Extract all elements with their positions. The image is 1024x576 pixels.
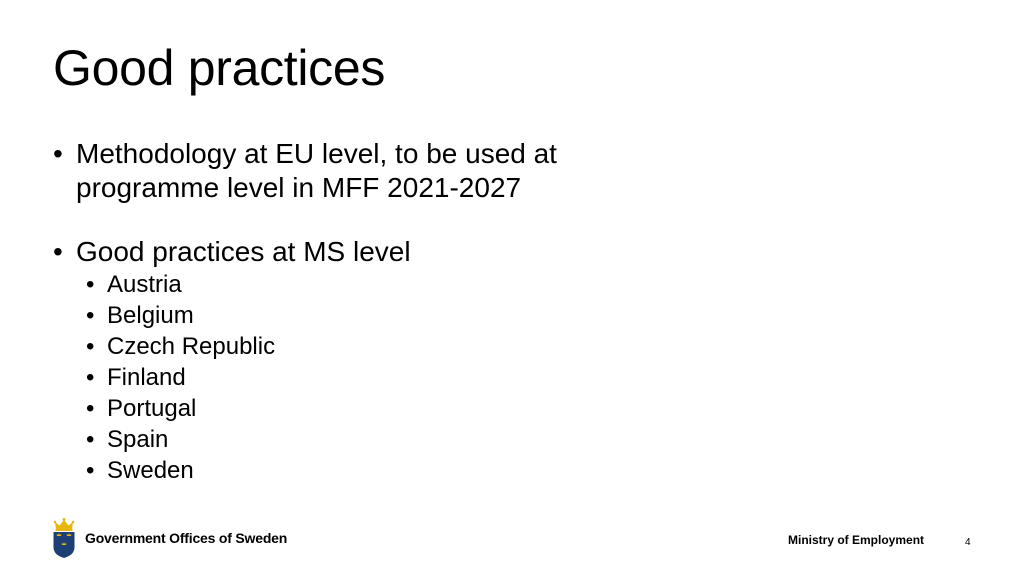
slide-title: Good practices [53, 40, 386, 96]
bullet-list [53, 137, 753, 486]
country-list [86, 269, 753, 486]
country-item: • Czech Republic [86, 331, 753, 362]
ministry-name: Ministry of Employment [788, 533, 925, 547]
country-item: • Spain [86, 424, 753, 455]
country-item: • Belgium [86, 300, 753, 331]
bullet-text: Methodology at EU level, to be used at programme level in MFF 2021-2027 [76, 138, 557, 203]
organization-name: Government Offices of Sweden [85, 530, 288, 546]
country-item: • Portugal [86, 393, 753, 424]
swedish-crest-icon [52, 517, 76, 559]
country-item: • Austria [86, 269, 753, 300]
footer-logo [52, 517, 287, 559]
page-number: 4 [965, 537, 971, 548]
country-item: • Finland [86, 362, 753, 393]
bullet-item-methodology [53, 137, 636, 205]
bullet-item-good-practices [53, 235, 753, 486]
bullet-text: Good practices at MS level [76, 236, 411, 267]
country-item: • Sweden [86, 455, 753, 486]
